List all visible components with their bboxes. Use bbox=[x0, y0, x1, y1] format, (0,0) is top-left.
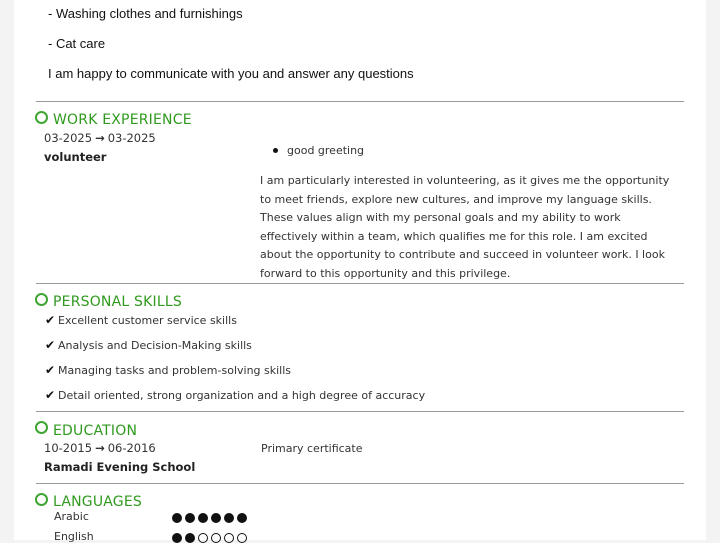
arrow-right-icon: → bbox=[95, 441, 105, 455]
level-dot-filled bbox=[185, 533, 195, 543]
skill-text: Detail oriented, strong organization and a high degree of accuracy bbox=[58, 389, 426, 402]
level-dot-filled bbox=[237, 513, 247, 523]
checkmark-icon: ✔ bbox=[45, 313, 56, 327]
section-circle-icon bbox=[35, 293, 48, 306]
intro-line-communicate: I am happy to communicate with you and answer any questions bbox=[48, 66, 414, 81]
cv-page bbox=[14, 0, 706, 543]
section-divider bbox=[36, 101, 684, 102]
level-dot-filled bbox=[172, 513, 182, 523]
education-date-end: 06-2016 bbox=[107, 441, 156, 455]
work-date-start: 03-2025 bbox=[44, 131, 93, 145]
language-name-arabic: Arabic bbox=[54, 510, 89, 523]
language-level-arabic bbox=[172, 513, 247, 523]
intro-line-washing: - Washing clothes and furnishings bbox=[48, 6, 243, 21]
level-dot-filled bbox=[224, 513, 234, 523]
intro-line-cat-care: - Cat care bbox=[48, 36, 106, 51]
education-date-range bbox=[44, 441, 156, 455]
section-divider bbox=[36, 411, 684, 412]
work-date-range bbox=[44, 131, 156, 145]
bullet-icon bbox=[273, 148, 278, 153]
work-bullet-text: good greeting bbox=[287, 144, 365, 157]
level-dot-filled bbox=[172, 533, 182, 543]
level-dot-filled bbox=[211, 513, 221, 523]
section-title-work-experience: WORK EXPERIENCE bbox=[53, 112, 192, 128]
skill-text: Analysis and Decision-Making skills bbox=[58, 339, 252, 352]
skill-item bbox=[45, 388, 425, 402]
section-title-education: EDUCATION bbox=[53, 423, 138, 439]
work-bullet-item bbox=[273, 144, 364, 157]
section-title-personal-skills: PERSONAL SKILLS bbox=[53, 294, 182, 310]
work-description: I am particularly interested in volunteering, as it gives me the opportunity to meet friends, explore new cultures, and improve my language skills. These values align with my personal goals and my ability to work effectively within a team, which qualifies me for this role. I am excited about the opportunity to contribute and succeed in volunteer work. I look forward to this opportunity and this privilege. bbox=[260, 174, 670, 280]
skill-item bbox=[45, 313, 237, 327]
language-name-english: English bbox=[54, 530, 94, 543]
section-divider bbox=[36, 483, 684, 484]
education-date-start: 10-2015 bbox=[44, 441, 93, 455]
education-certificate: Primary certificate bbox=[261, 442, 363, 455]
level-dot-empty bbox=[224, 533, 234, 543]
level-dot-filled bbox=[198, 513, 208, 523]
skill-text: Excellent customer service skills bbox=[58, 314, 237, 327]
checkmark-icon: ✔ bbox=[45, 363, 56, 377]
work-date-end: 03-2025 bbox=[107, 131, 156, 145]
section-circle-icon bbox=[35, 421, 48, 434]
language-level-english bbox=[172, 533, 247, 543]
education-school: Ramadi Evening School bbox=[44, 460, 196, 474]
checkmark-icon: ✔ bbox=[45, 388, 56, 402]
skill-item bbox=[45, 363, 291, 377]
work-position: volunteer bbox=[44, 150, 107, 164]
skill-text: Managing tasks and problem-solving skills bbox=[58, 364, 292, 377]
section-circle-icon bbox=[35, 493, 48, 506]
level-dot-filled bbox=[185, 513, 195, 523]
level-dot-empty bbox=[198, 533, 208, 543]
arrow-right-icon: → bbox=[95, 131, 105, 145]
level-dot-empty bbox=[237, 533, 247, 543]
level-dot-empty bbox=[211, 533, 221, 543]
section-circle-icon bbox=[35, 111, 48, 124]
skill-item bbox=[45, 338, 252, 352]
section-divider bbox=[36, 283, 684, 284]
checkmark-icon: ✔ bbox=[45, 338, 56, 352]
section-title-languages: LANGUAGES bbox=[53, 494, 142, 510]
